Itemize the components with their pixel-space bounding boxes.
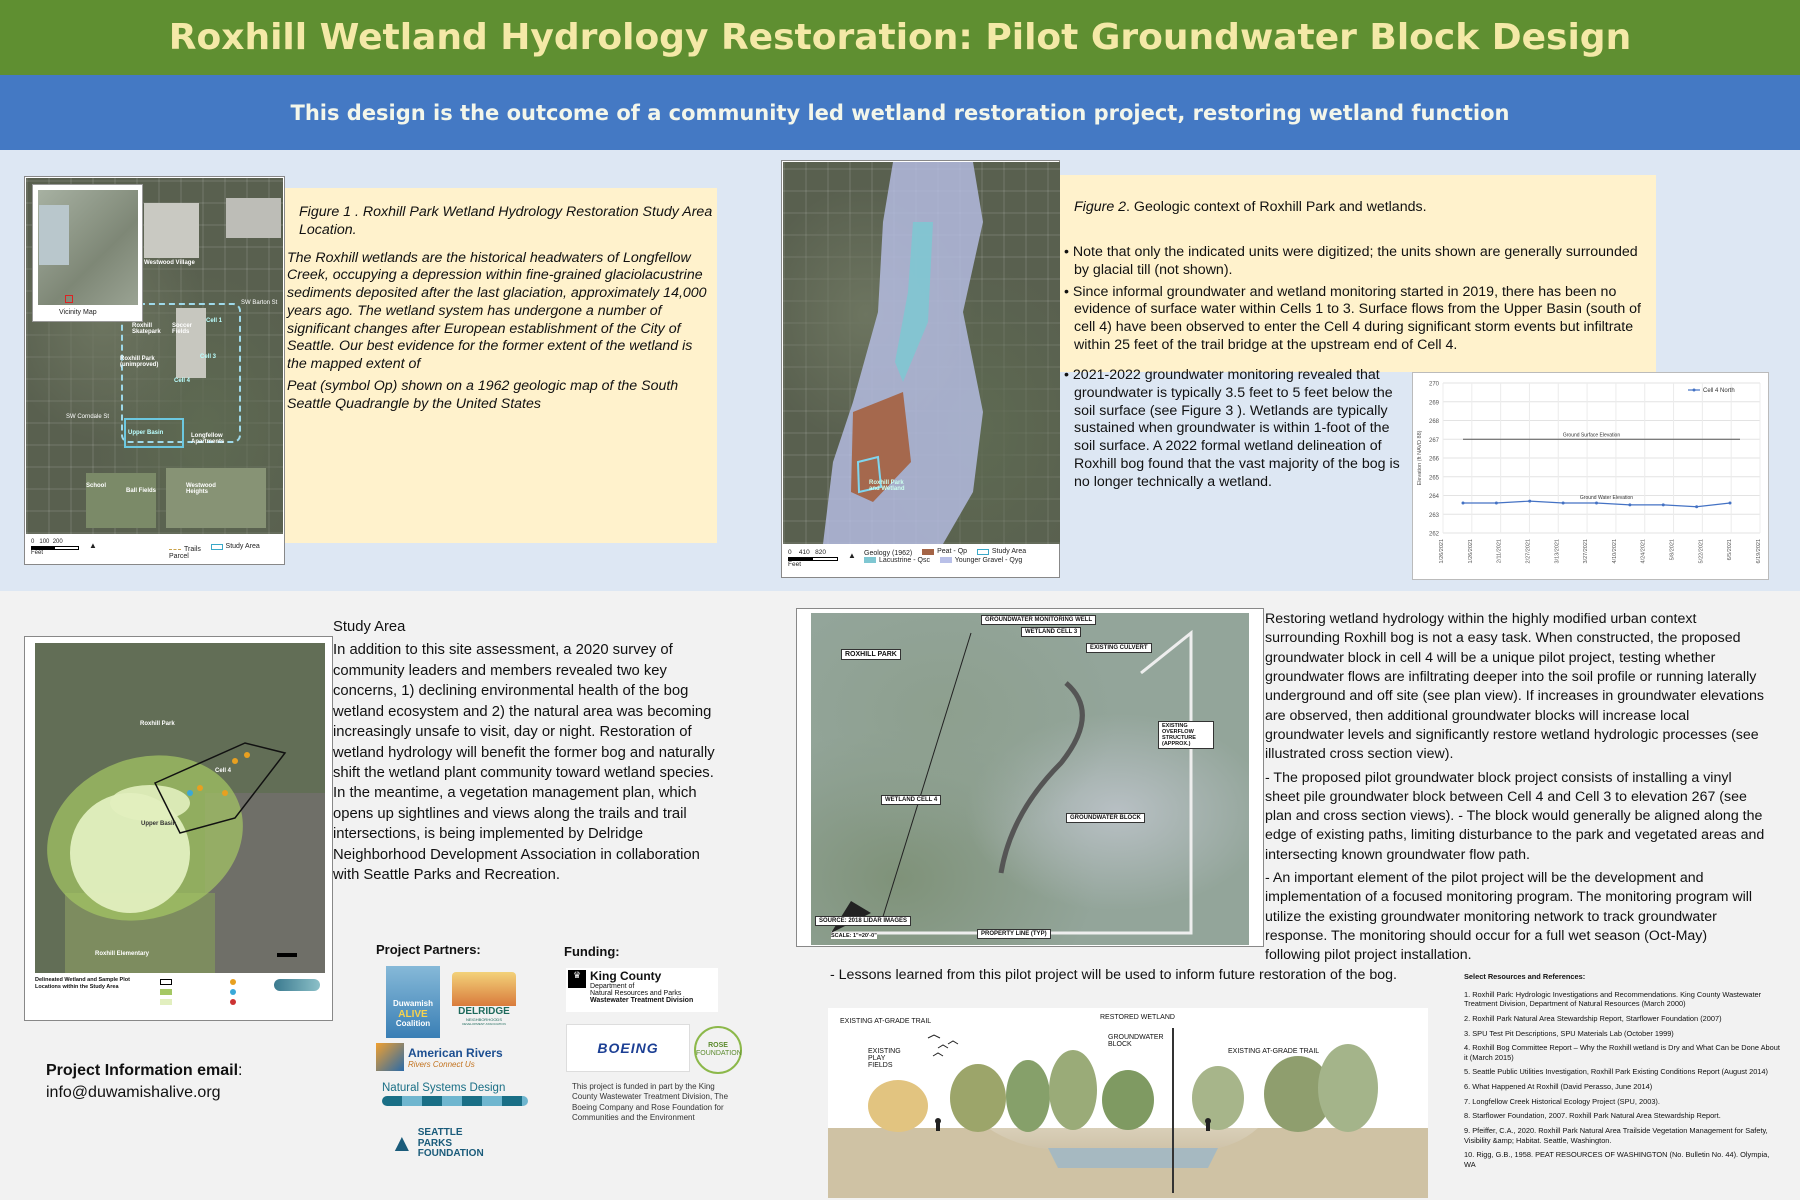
section-label-trail-right: EXISTING AT-GRADE TRAIL [1228, 1048, 1320, 1055]
reference-item: 7. Longfellow Creek Historical Ecology Project (SPU, 2003). [1464, 1096, 1660, 1106]
restoration-text [1265, 610, 1765, 966]
section-label-trail-left: EXISTING AT-GRADE TRAIL [840, 1018, 932, 1025]
y-tick-label: 262 [1428, 531, 1439, 538]
north-arrow-icon: ▲ [89, 541, 97, 550]
figure2-park-label: Roxhill Park and Wetland [869, 480, 905, 492]
figure2-bullets [1064, 244, 1656, 355]
contact-info [46, 1061, 243, 1103]
restoration-p3: - An important element of the pilot project will be the development and implementation of a focused monitoring program. The monitoring program will utilize the existing groundwater monitoring network to track groundwater response. The monitoring should occur for a full wet season (Oct-May) following pilot project installation. [1265, 870, 1753, 964]
figure2-aerial [783, 162, 1060, 544]
cell3-label: Cell 3 [200, 354, 217, 360]
plan-lidar-credit: SOURCE: 2018 LIDAR IMAGES [815, 916, 911, 926]
westwood-heights-label: Westwood Heights [186, 483, 216, 495]
reference-item: 8. Starflower Foundation, 2007. Roxhill Park Natural Area Stewardship Report. [1464, 1111, 1721, 1121]
plan-view-aerial [811, 613, 1249, 945]
king-county-logo: ♛ King County Department of Natural Resources and Parks Wastewater Treatment Division [566, 968, 718, 1012]
legend-label: Cell 4 North [1703, 388, 1735, 394]
cell4-map-label: Cell 4 [215, 768, 232, 774]
cell1-label: Cell 1 [206, 318, 223, 324]
references [1464, 972, 1782, 1174]
y-tick-label: 263 [1428, 512, 1439, 519]
upper-basin-label: Upper Basin [128, 430, 164, 436]
wetland-delineation [35, 643, 325, 973]
data-point [1562, 502, 1565, 505]
upper-basin-map-label: Upper Basin [141, 821, 177, 827]
x-tick-label: 3/27/2021 [1583, 539, 1590, 564]
tree-icon: ▲ [390, 1130, 414, 1157]
roxhill-park-label: Roxhill Park (unimproved) [120, 356, 159, 368]
plan-view-linework [811, 613, 1249, 945]
vicinity-inset [32, 184, 143, 322]
x-tick-label: 4/10/2021 [1611, 539, 1618, 564]
boeing-logo: BOEING [566, 1024, 690, 1072]
plan-gw-well-label: GROUNDWATER MONITORING WELL [981, 615, 1096, 625]
plan-cell4-label: WETLAND CELL 4 [881, 795, 941, 805]
plan-cell3-label: WETLAND CELL 3 [1021, 627, 1081, 637]
figure2-legend [786, 547, 1057, 575]
plan-scale-label: SCALE: 1"=20'-0" [831, 933, 877, 939]
x-tick-label: 6/19/2021 [1756, 539, 1762, 564]
study-area-map-legend [160, 979, 320, 1011]
rose-foundation-logo: ROSE FOUNDATION [694, 1026, 742, 1074]
geology-units [783, 162, 1060, 544]
study-area-map-caption: Delineated Wetland and Sample Plot Locations within the Study Area [35, 977, 130, 990]
vicinity-map-label: Vicinity Map [59, 309, 97, 316]
restoration-p1: Restoring wetland hydrology within the highly modified urban context surrounding Roxhill bog is not a easy task. When constructed, the proposed groundwater block in cell 4 will be a unique pilot project, testing whether groundwater flows are infiltrating deeper into the soil profile or running laterally underground and off site (see plan view). If increases in groundwater elevations are observed, then additional groundwater blocks will increase local groundwater levels and significantly restore wetland hydrologic processes (see illustrated cross section view). [1265, 611, 1764, 763]
subtitle-banner [0, 75, 1800, 150]
data-point [1695, 505, 1698, 508]
data-point [1729, 502, 1732, 505]
data-point [1662, 503, 1665, 506]
legend-marker [1693, 389, 1696, 392]
cell4-label: Cell 4 [174, 378, 191, 384]
groundwater-chart [1412, 372, 1769, 580]
x-tick-label: 5/22/2021 [1698, 539, 1705, 564]
longfellow-label: Longfellow Apartments [191, 433, 225, 445]
plan-block-label: GROUNDWATER BLOCK [1066, 813, 1145, 823]
legend-study-area-2: Study Area [977, 548, 1026, 555]
reference-item: 4. Roxhill Bog Committee Report – Why the Roxhill wetland is Dry and What Can be Done About it (March 2015) [1464, 1043, 1780, 1062]
figure1-map [24, 176, 285, 565]
figure1-textbox [285, 188, 717, 543]
legend-trails: Trails [169, 546, 201, 553]
references-list [1464, 990, 1782, 1170]
x-tick-label: 1/26/2021 [1439, 539, 1445, 564]
y-axis-label: Elevation (ft NAVD 88) [1417, 430, 1423, 486]
study-area-aerial [35, 643, 325, 973]
y-tick-label: 268 [1428, 419, 1439, 425]
lessons-learned: - Lessons learned from this pilot project will be used to inform future restoration of the bog. [830, 967, 1398, 983]
funding-heading: Funding: [564, 944, 620, 959]
groundwater-chart-svg [1413, 373, 1770, 581]
school-map-label: Roxhill Elementary [95, 951, 150, 957]
x-tick-label: 5/8/2021 [1669, 539, 1676, 561]
study-area-heading: Study Area [333, 619, 406, 635]
groundwater-annotation: Ground Water Elevation [1579, 495, 1634, 501]
plan-park-label: ROXHILL PARK [841, 649, 901, 660]
legend-geology: Geology (1962) [864, 549, 913, 557]
partners-heading: Project Partners: [376, 942, 481, 957]
figure1-body: The Roxhill wetlands are the historical headwaters of Longfellow Creek, occupying a depression within fine-grained glaciolacustrine sediments deposited after the last glaciation, approximately 14,000 years ago. The wetland system has undergone a number of significant changes after European establishment of the City of Seattle. Our best evidence for the former extent of the wetland is the mapped extent of [287, 249, 707, 372]
school-label: School [86, 483, 107, 489]
legend-younger-gravel: Younger Gravel - Qyg [940, 557, 1022, 564]
figure2-scale: 0 410 820 Feet [788, 549, 838, 568]
y-tick-label: 264 [1428, 494, 1439, 500]
legend-study-area: Study Area [211, 543, 260, 550]
plan-culvert-label: EXISTING CULVERT [1086, 643, 1152, 653]
study-area-body: In addition to this site assessment, a 2020 survey of community leaders and members revealed two key concerns, 1) declining environmental health of the bog wetland ecosystem and 2) the natural area was becoming increasingly unsafe to visit, day or night. Restoration of wetland hydrology will benefit the former bog and naturally shift the wetland plant community toward wetland species. In the meantime, a vegetation management plan, which opens up sightlines and views along the trails and trail intersections, is being implemented by Delridge Neighborhood Development Association in collaboration with Seattle Parks and Recreation. [333, 642, 715, 883]
figure1-caption: Figure 1 . Roxhill Park Wetland Hydrology Restoration Study Area Location. [299, 204, 713, 238]
reference-item: 6. What Happened At Roxhill (David Perasso, June 2014) [1464, 1082, 1653, 1091]
soccer-label: Soccer Fields [172, 323, 193, 335]
section-label-play-fields: EXISTING PLAY FIELDS [868, 1048, 901, 1069]
seattle-parks-foundation-logo: ▲ SEATTLE PARKS FOUNDATION [390, 1127, 484, 1160]
figure2-bullet-3-box [1064, 367, 1414, 491]
data-point [1462, 502, 1465, 505]
figure1-scale: 0 100 200 Feet [31, 539, 79, 556]
ballfields-label: Ball Fields [126, 488, 157, 494]
figure2-caption: Figure 2. Geologic context of Roxhill Park and wetlands. [1074, 199, 1427, 215]
figure1-legend [29, 537, 282, 561]
king-county-icon: ♛ [568, 970, 586, 988]
section-label-groundwater-block: GROUNDWATER BLOCK [1108, 1034, 1164, 1048]
data-point [1628, 503, 1631, 506]
x-tick-label: 3/13/2021 [1554, 539, 1561, 564]
restoration-p2: - The proposed pilot groundwater block project consists of installing a vinyl sheet pile groundwater block between Cell 4 and Cell 3 to elevation 267 (see plan and cross section views). - The block would generally be aligned along the edge of existing paths, limiting disturbance to the park and vegetated areas and intersecting known groundwater flow path. [1265, 769, 1765, 863]
poster-subtitle: This design is the outcome of a community led wetland restoration project, restoring wetland function [290, 100, 1510, 125]
legend-parcel: Parcel [169, 552, 189, 560]
american-rivers-logo: American Rivers Rivers Connect Us [376, 1040, 522, 1074]
skatepark-label: Roxhill Skatepark [132, 323, 161, 335]
figure2-bullet-2: • Since informal groundwater and wetland monitoring started in 2019, there has been no evidence of surface water within Cells 1 to 3. Surface flows from the Upper Basin (south of cell 4) have been observed to enter the Cell 4 during significant storm events but infiltrate within 25 feet of the trail bridge at the upstream end of Cell 4. [1064, 283, 1641, 353]
reference-item: 1. Roxhill Park: Hydrologic Investigations and Recommendations. King County Wastewater Treatment Division, Department of Natural Resources (March 2000) [1464, 989, 1762, 1009]
references-heading: Select Resources and References: [1464, 972, 1586, 981]
study-area-map [24, 636, 333, 1021]
duwamish-alive-logo: Duwamish ALIVE Coalition [386, 966, 440, 1038]
study-area-text [333, 618, 728, 885]
contact-email[interactable]: info@duwamishalive.org [46, 1084, 221, 1101]
project-partners [376, 942, 536, 1172]
reference-item: 5. Seattle Public Utilities Investigation, Roxhill Park Existing Conditions Report (August 2014) [1464, 1067, 1768, 1077]
section-label-restored-wetland: RESTORED WETLAND [1100, 1014, 1175, 1021]
y-tick-label: 270 [1428, 381, 1439, 388]
plan-overflow-label: EXISTING OVERFLOW STRUCTURE (APPROX.) [1158, 721, 1214, 749]
plan-property-label: PROPERTY LINE (TYP) [977, 929, 1051, 939]
funding-note: This project is funded in part by the King County Wastewater Treatment Division, The Boeing Company and Rose Foundation for Communities and the Environment [572, 1082, 729, 1123]
x-tick-label: 2/11/2021 [1496, 539, 1503, 564]
x-tick-label: 1/26/2021 [1467, 539, 1474, 564]
legend-lacustrine: Lacustrine - Qsc [864, 557, 930, 564]
westwood-label: Westwood Village [144, 260, 195, 266]
figure2-map [781, 160, 1060, 578]
reference-item: 3. SPU Test Pit Descriptions, SPU Materials Lab (October 1999) [1464, 1028, 1674, 1038]
plan-view [796, 608, 1264, 947]
delridge-logo: DELRIDGE NEIGHBORHOODS DEVELOPMENT ASSOCIATION [452, 972, 516, 1034]
x-tick-label: 4/24/2021 [1640, 539, 1647, 564]
y-tick-label: 266 [1428, 456, 1439, 463]
data-point [1595, 502, 1598, 505]
figure1-aerial [26, 178, 283, 534]
data-point [1495, 502, 1498, 505]
ground-surface-annotation: Ground Surface Elevation [1562, 432, 1621, 439]
corndale-street-label: SW Corndale St [66, 414, 110, 420]
poster-title: Roxhill Wetland Hydrology Restoration: Pilot Groundwater Block Design [168, 17, 1632, 58]
roxhill-park-map-label: Roxhill Park [140, 721, 175, 727]
figure2-north-arrow-icon: ▲ [848, 551, 856, 560]
funding [564, 944, 744, 1179]
contact-label: Project Information email: [46, 1062, 243, 1079]
y-tick-label: 265 [1428, 475, 1439, 482]
reference-item: 10. Rigg, G.B., 1958. PEAT RESOURCES OF WASHINGTON (No. Bulletin No. 44). Olympia, WA [1464, 1150, 1770, 1169]
x-tick-label: 2/27/2021 [1525, 539, 1532, 564]
natural-systems-design-logo: Natural Systems Design [382, 1082, 528, 1116]
cross-section [828, 1008, 1428, 1198]
legend-peat: Peat - Qp [922, 548, 967, 555]
figure2-bullet-1: • Note that only the indicated units were digitized; the units shown are generally surrounded by glacial till (not shown). [1064, 244, 1638, 278]
reference-item: 2. Roxhill Park Natural Area Stewardship Report, Starflower Foundation (2007) [1464, 1013, 1722, 1023]
figure1-body-cont: Peat (symbol Op) shown on a 1962 geologic map of the South Seattle Quadrangle by the United States [287, 377, 679, 412]
y-tick-label: 269 [1428, 400, 1439, 407]
x-tick-label: 6/5/2021 [1727, 539, 1734, 561]
barton-street-label: SW Barton St [241, 300, 278, 306]
y-tick-label: 267 [1428, 437, 1439, 444]
figure2-bullet-3: • 2021-2022 groundwater monitoring revealed that groundwater is typically 3.5 feet to 5 feet below the soil surface (see Figure 3 ). Wetlands are typically sustained when groundwater is within 1-foot of the soil surface. A 2022 formal wetland delineation of Roxhill bog found that the vast majority of the bog is no longer technically a wetland. [1064, 367, 1400, 490]
title-banner [0, 0, 1800, 75]
reference-item: 9. Pfeiffer, C.A., 2020. Roxhill Park Natural Area Trailside Vegetation Management for Safety, Visibility &amp; Habitat. Seattle, Washington. [1464, 1125, 1768, 1145]
data-point [1528, 500, 1531, 503]
